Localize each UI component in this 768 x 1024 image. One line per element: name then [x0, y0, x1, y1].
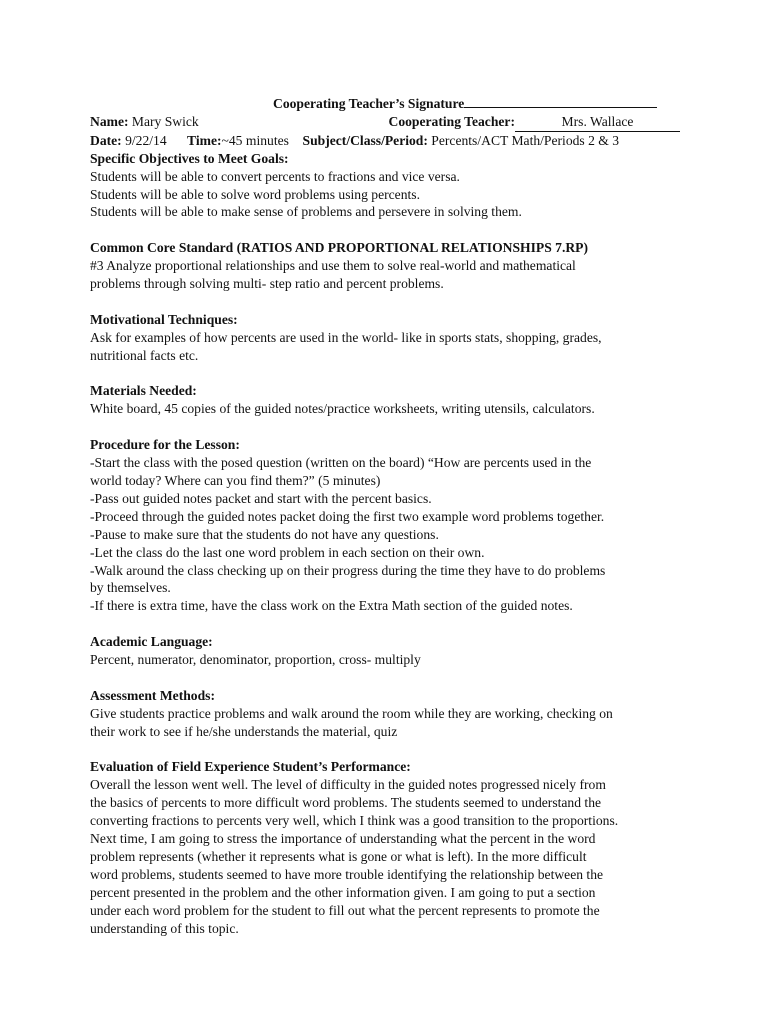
objective-line: Students will be able to solve word problems using percents. — [90, 186, 420, 202]
evaluation-line: word problems, students seemed to have more trouble identifying the relationship between the — [90, 866, 604, 882]
signature-field[interactable] — [464, 93, 657, 108]
time-value: ~45 minutes — [221, 132, 289, 148]
evaluation-line: the basics of percents to more difficult word problems. The students seemed to understand the — [90, 795, 602, 811]
signature-label: Cooperating Teacher’s Signature — [273, 96, 465, 111]
procedure-line: -Let the class do the last one word problem in each section on their own. — [90, 544, 485, 560]
motivation-line: Ask for examples of how percents are used in the world- like in sports stats, shopping, grades, — [90, 329, 602, 345]
signature-row — [90, 93, 680, 113]
section-gap — [90, 365, 680, 383]
assessment-line: Give students practice problems and walk around the room while they are working, checking on — [90, 705, 613, 721]
language-line: Percent, numerator, denominator, proportion, cross- multiply — [90, 652, 421, 668]
subject-value: Percents/ACT Math/Periods 2 & 3 — [431, 132, 620, 148]
lesson-plan-document — [90, 93, 680, 937]
name-value: Mary Swick — [131, 113, 199, 129]
procedure-line: by themselves. — [90, 580, 171, 596]
evaluation-line: understanding of this topic. — [90, 920, 239, 936]
name-row — [90, 113, 680, 132]
section-gap — [90, 418, 680, 436]
standard-line: #3 Analyze proportional relationships and use them to solve real-world and mathematical — [90, 258, 576, 274]
procedure-heading: Procedure for the Lesson: — [90, 437, 240, 453]
date-label: Date: — [90, 132, 122, 148]
section-gap — [90, 221, 680, 239]
materials-line: White board, 45 copies of the guided notes/practice worksheets, writing utensils, calculators. — [90, 401, 595, 417]
procedure-line: -Pass out guided notes packet and start with the percent basics. — [90, 490, 432, 506]
motivation-line: nutritional facts etc. — [90, 347, 199, 363]
standard-heading: Common Core Standard (RATIOS AND PROPORTIONAL RELATIONSHIPS 7.RP) — [90, 240, 589, 256]
assessment-heading: Assessment Methods: — [90, 687, 215, 703]
date-row — [90, 132, 680, 150]
coop-teacher-label: Cooperating Teacher: — [388, 113, 515, 129]
evaluation-line: percent presented in the problem and the other information given. I am going to put a section — [90, 884, 596, 900]
section-gap — [90, 741, 680, 759]
procedure-line: -Pause to make sure that the students do not have any questions. — [90, 526, 439, 542]
procedure-line: -Proceed through the guided notes packet doing the first two example word problems together. — [90, 508, 605, 524]
objective-line: Students will be able to make sense of problems and persevere in solving them. — [90, 204, 522, 220]
procedure-line: -Start the class with the posed question (written on the board) “How are percents used in the — [90, 455, 592, 471]
assessment-line: their work to see if he/she understands the material, quiz — [90, 723, 398, 739]
objectives-heading: Specific Objectives to Meet Goals: — [90, 150, 289, 166]
date-value: 9/22/14 — [125, 132, 167, 148]
evaluation-line: under each word problem for the student to fill out what the percent represents to promote the — [90, 902, 600, 918]
motivation-heading: Motivational Techniques: — [90, 311, 238, 327]
evaluation-heading: Evaluation of Field Experience Student’s Performance: — [90, 759, 411, 775]
procedure-line: -Walk around the class checking up on their progress during the time they have to do problems — [90, 562, 606, 578]
section-gap — [90, 669, 680, 687]
standard-line: problems through solving multi- step ratio and percent problems. — [90, 276, 444, 292]
section-gap — [90, 615, 680, 633]
objective-line: Students will be able to convert percents to fractions and vice versa. — [90, 168, 460, 184]
language-heading: Academic Language: — [90, 634, 213, 650]
coop-teacher-value: Mrs. Wallace — [515, 113, 680, 132]
time-label: Time: — [187, 132, 222, 148]
procedure-line: -If there is extra time, have the class work on the Extra Math section of the guided notes. — [90, 598, 573, 614]
evaluation-line: problem represents (whether it represents what is gone or what is left). In the more difficult — [90, 848, 587, 864]
evaluation-line: converting fractions to percents very well, which I think was a good transition to the proportions. — [90, 813, 619, 829]
evaluation-line: Next time, I am going to stress the importance of understanding what the percent in the word — [90, 831, 596, 847]
section-gap — [90, 293, 680, 311]
materials-heading: Materials Needed: — [90, 383, 197, 399]
evaluation-line: Overall the lesson went well. The level of difficulty in the guided notes progressed nicely from — [90, 777, 606, 793]
subject-label: Subject/Class/Period: — [302, 132, 428, 148]
procedure-line: world today? Where can you find them?” (5 minutes) — [90, 472, 381, 488]
name-label: Name: — [90, 113, 129, 129]
